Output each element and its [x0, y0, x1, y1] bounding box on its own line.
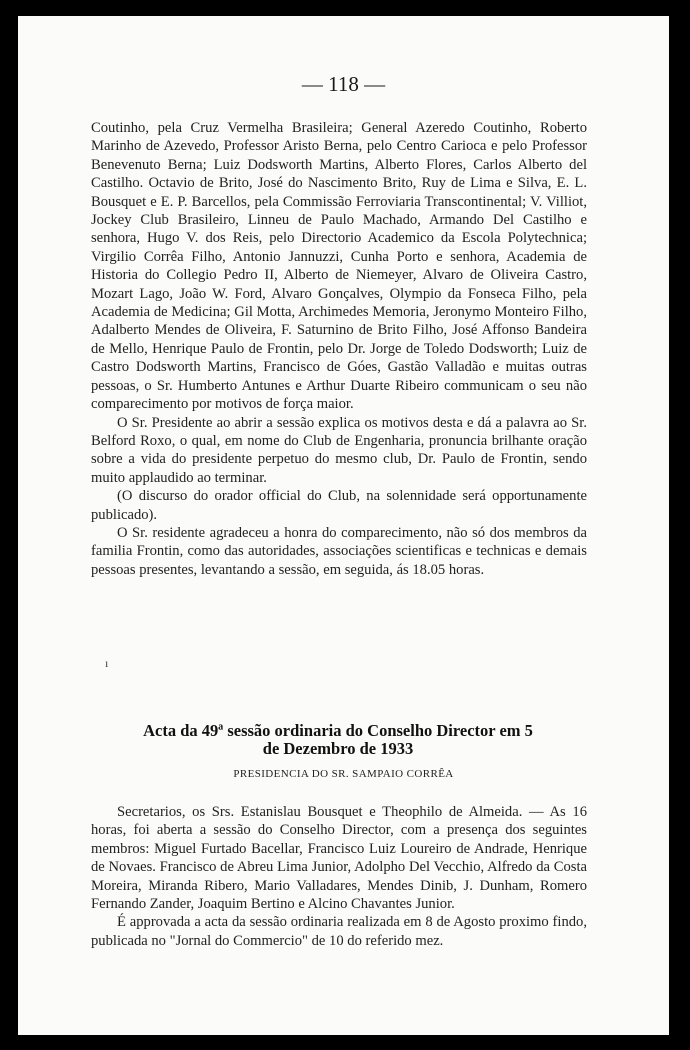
session-closing-paragraph: O Sr. residente agradeceu a honra do comparecimento, não só dos membros da familia Frontin, como das autoridades, associações scientificas e technicas e demais pessoas presentes, levantando a sessão, em seguida, ás 18.05 horas.	[91, 524, 587, 578]
section-heading	[78, 722, 598, 758]
president-opening-paragraph: O Sr. Presidente ao abrir a sessão explica os motivos desta e dá a palavra ao Sr. Belford Roxo, o qual, em nome do Club de Engenharia, pronuncia brilhante oração sobre a vida do presidente perpetuo do mesmo club, Dr. Paulo de Frontin, sendo muito applaudido ao terminar.	[91, 414, 587, 486]
previous-minutes-conclusion	[91, 119, 587, 579]
speech-note-paragraph: (O discurso do orador official do Club, na solennidade será opportunamente publicado).	[91, 488, 587, 523]
book-page	[18, 16, 669, 1035]
new-minutes-body	[91, 803, 587, 950]
section-heading-line-2: de Dezembro de 1933	[262, 739, 414, 758]
stray-print-mark: ı	[105, 656, 109, 670]
attendees-paragraph: Coutinho, pela Cruz Vermelha Brasileira; General Azeredo Coutinho, Roberto Marinho de Azevedo, Professor Aristo Berna, pelo Centro Carioca e pelo Professor Benevenuto Berna; Luiz Dodsworth Martins, Alberto Flores, Carlos Alberto del Castilho. Octavio de Brito, José do Nascimento Brito, Ruy de Lima e Silva, E. L. Bousquet e E. P. Barcellos, pela Commissão Ferroviaria Transcontinental; V. Villiot, Jockey Club Brasileiro, Linneu de Paulo Machado, Armando Del Castilho e senhora, Hugo V. dos Reis, pelo Directorio Academico da Escola Polytechnica; Virgilio Corrêa Filho, Antonio Jannuzzi, Cunha Porto e senhora, Academia de Historia do Collegio Pedro II, Alberto de Niemeyer, Alvaro de Oliveira Castro, Mozart Lago, João W. Ford, Alvaro Gonçalves, Olympio da Fonseca Filho, pela Academia de Medicina; Gil Motta, Archimedes Memoria, Jeronymo Monteiro Filho, Adalberto Mendes de Oliveira, F. Saturnino de Brito Filho, José Affonso Bandeira de Mello, Henrique Paulo de Frontin, pelo Dr. Jorge de Toledo Dodsworth; Luiz de Castro Dodsworth Martins, Francisco de Góes, Gastão Valladão e muitas outras pessoas, o Sr. Humberto Antunes e Arthur Duarte Ribeiro communicam o seu não comparecimento por motivos de força maior.	[91, 120, 587, 413]
approval-paragraph: É approvada a acta da sessão ordinaria realizada em 8 de Agosto proximo findo, publicada no "Jornal do Commercio" de 10 do referido mez.	[91, 914, 587, 949]
presidency-line: PRESIDENCIA DO SR. SAMPAIO CORRÊA	[233, 768, 454, 780]
secretaries-paragraph: Secretarios, os Srs. Estanislau Bousquet e Theophilo de Almeida. — As 16 horas, foi aberta a sessão do Conselho Director, com a presença dos seguintes membros: Miguel Furtado Bacellar, Francisco Luiz Loureiro de Andrade, Henrique de Novaes. Francisco de Abreu Lima Junior, Adolpho Del Vecchio, Alfredo da Costa Moreira, Miranda Ribero, Mario Valladares, Mendes Dinib, J. Dunham, Romero Fernando Zander, Joaquim Bertino e Alcino Chavantes Junior.	[91, 804, 587, 913]
section-heading-line-1: Acta da 49ª sessão ordinaria do Conselho Director em 5	[143, 721, 533, 740]
page-number: — 118 —	[301, 72, 386, 96]
